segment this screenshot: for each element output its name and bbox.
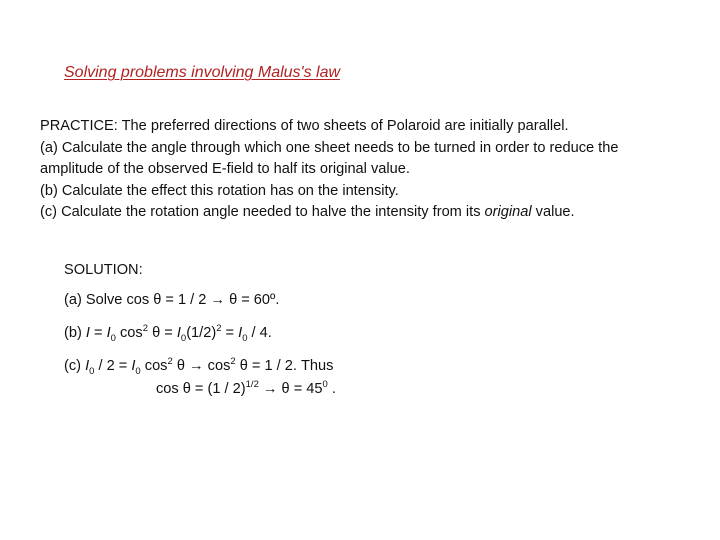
- problem-line-1: PRACTICE: The preferred directions of two sheets of Polaroid are initially parallel.: [40, 118, 569, 134]
- solution-part-c: [64, 356, 334, 377]
- solution-heading: SOLUTION:: [64, 262, 143, 278]
- part-b-prefix: (b): [64, 325, 86, 341]
- arrow-text: θ → cos: [172, 358, 231, 374]
- subscript-zero: 0: [110, 333, 116, 344]
- part-c-prefix: (c): [64, 358, 86, 374]
- cos-text: cos: [140, 358, 168, 374]
- exponent: 2: [167, 356, 173, 367]
- intensity-symbol: I: [106, 325, 111, 341]
- part-b-end: / 4.: [247, 325, 272, 341]
- intensity-symbol: I: [85, 358, 90, 374]
- slide-title: Solving problems involving Malus's law: [64, 64, 341, 81]
- half-text: (1/2): [186, 325, 217, 341]
- solution-part-a: (a) Solve cos θ = 1 / 2 → θ = 60º.: [64, 292, 280, 308]
- equals: =: [221, 325, 239, 341]
- intensity-symbol: I: [85, 325, 90, 341]
- result-end: .: [327, 381, 336, 397]
- solution-part-b: [64, 323, 272, 344]
- practice-problem: [40, 116, 705, 224]
- divide-text: / 2 =: [94, 358, 132, 374]
- problem-line-3: amplitude of the observed E-field to half its original value.: [40, 161, 410, 178]
- theta-text: θ =: [148, 325, 177, 341]
- original-emphasis: original: [484, 204, 532, 221]
- problem-line-5: [40, 202, 705, 224]
- problem-line-5-start: (c) Calculate the rotation angle needed to halve the intensity from its: [40, 204, 485, 221]
- part-c-end: θ = 1 / 2. Thus: [235, 358, 334, 374]
- exponent-half: 1/2: [245, 379, 259, 390]
- subscript-zero: 0: [242, 333, 248, 344]
- intensity-symbol: I: [131, 358, 136, 374]
- subscript-zero: 0: [135, 366, 141, 377]
- problem-line-2: (a) Calculate the angle through which one sheet needs to be turned in order to reduce the: [40, 139, 619, 156]
- exponent: 2: [230, 356, 236, 367]
- exponent: 2: [142, 323, 149, 334]
- exponent: 2: [216, 323, 222, 334]
- result-start: cos θ = (1 / 2): [156, 381, 246, 397]
- subscript-zero: 0: [180, 333, 187, 344]
- intensity-symbol: I: [176, 325, 181, 341]
- solution-part-c-result: [156, 381, 336, 397]
- problem-line-5-end: value.: [531, 204, 575, 221]
- cos-text: cos: [115, 325, 143, 341]
- problem-line-4: (b) Calculate the effect this rotation has on the intensity.: [40, 182, 399, 199]
- result-arrow: → θ = 45: [258, 381, 323, 397]
- degree-superscript: 0: [322, 379, 328, 390]
- equals: =: [89, 325, 107, 341]
- subscript-zero: 0: [89, 366, 95, 377]
- intensity-symbol: I: [238, 325, 243, 341]
